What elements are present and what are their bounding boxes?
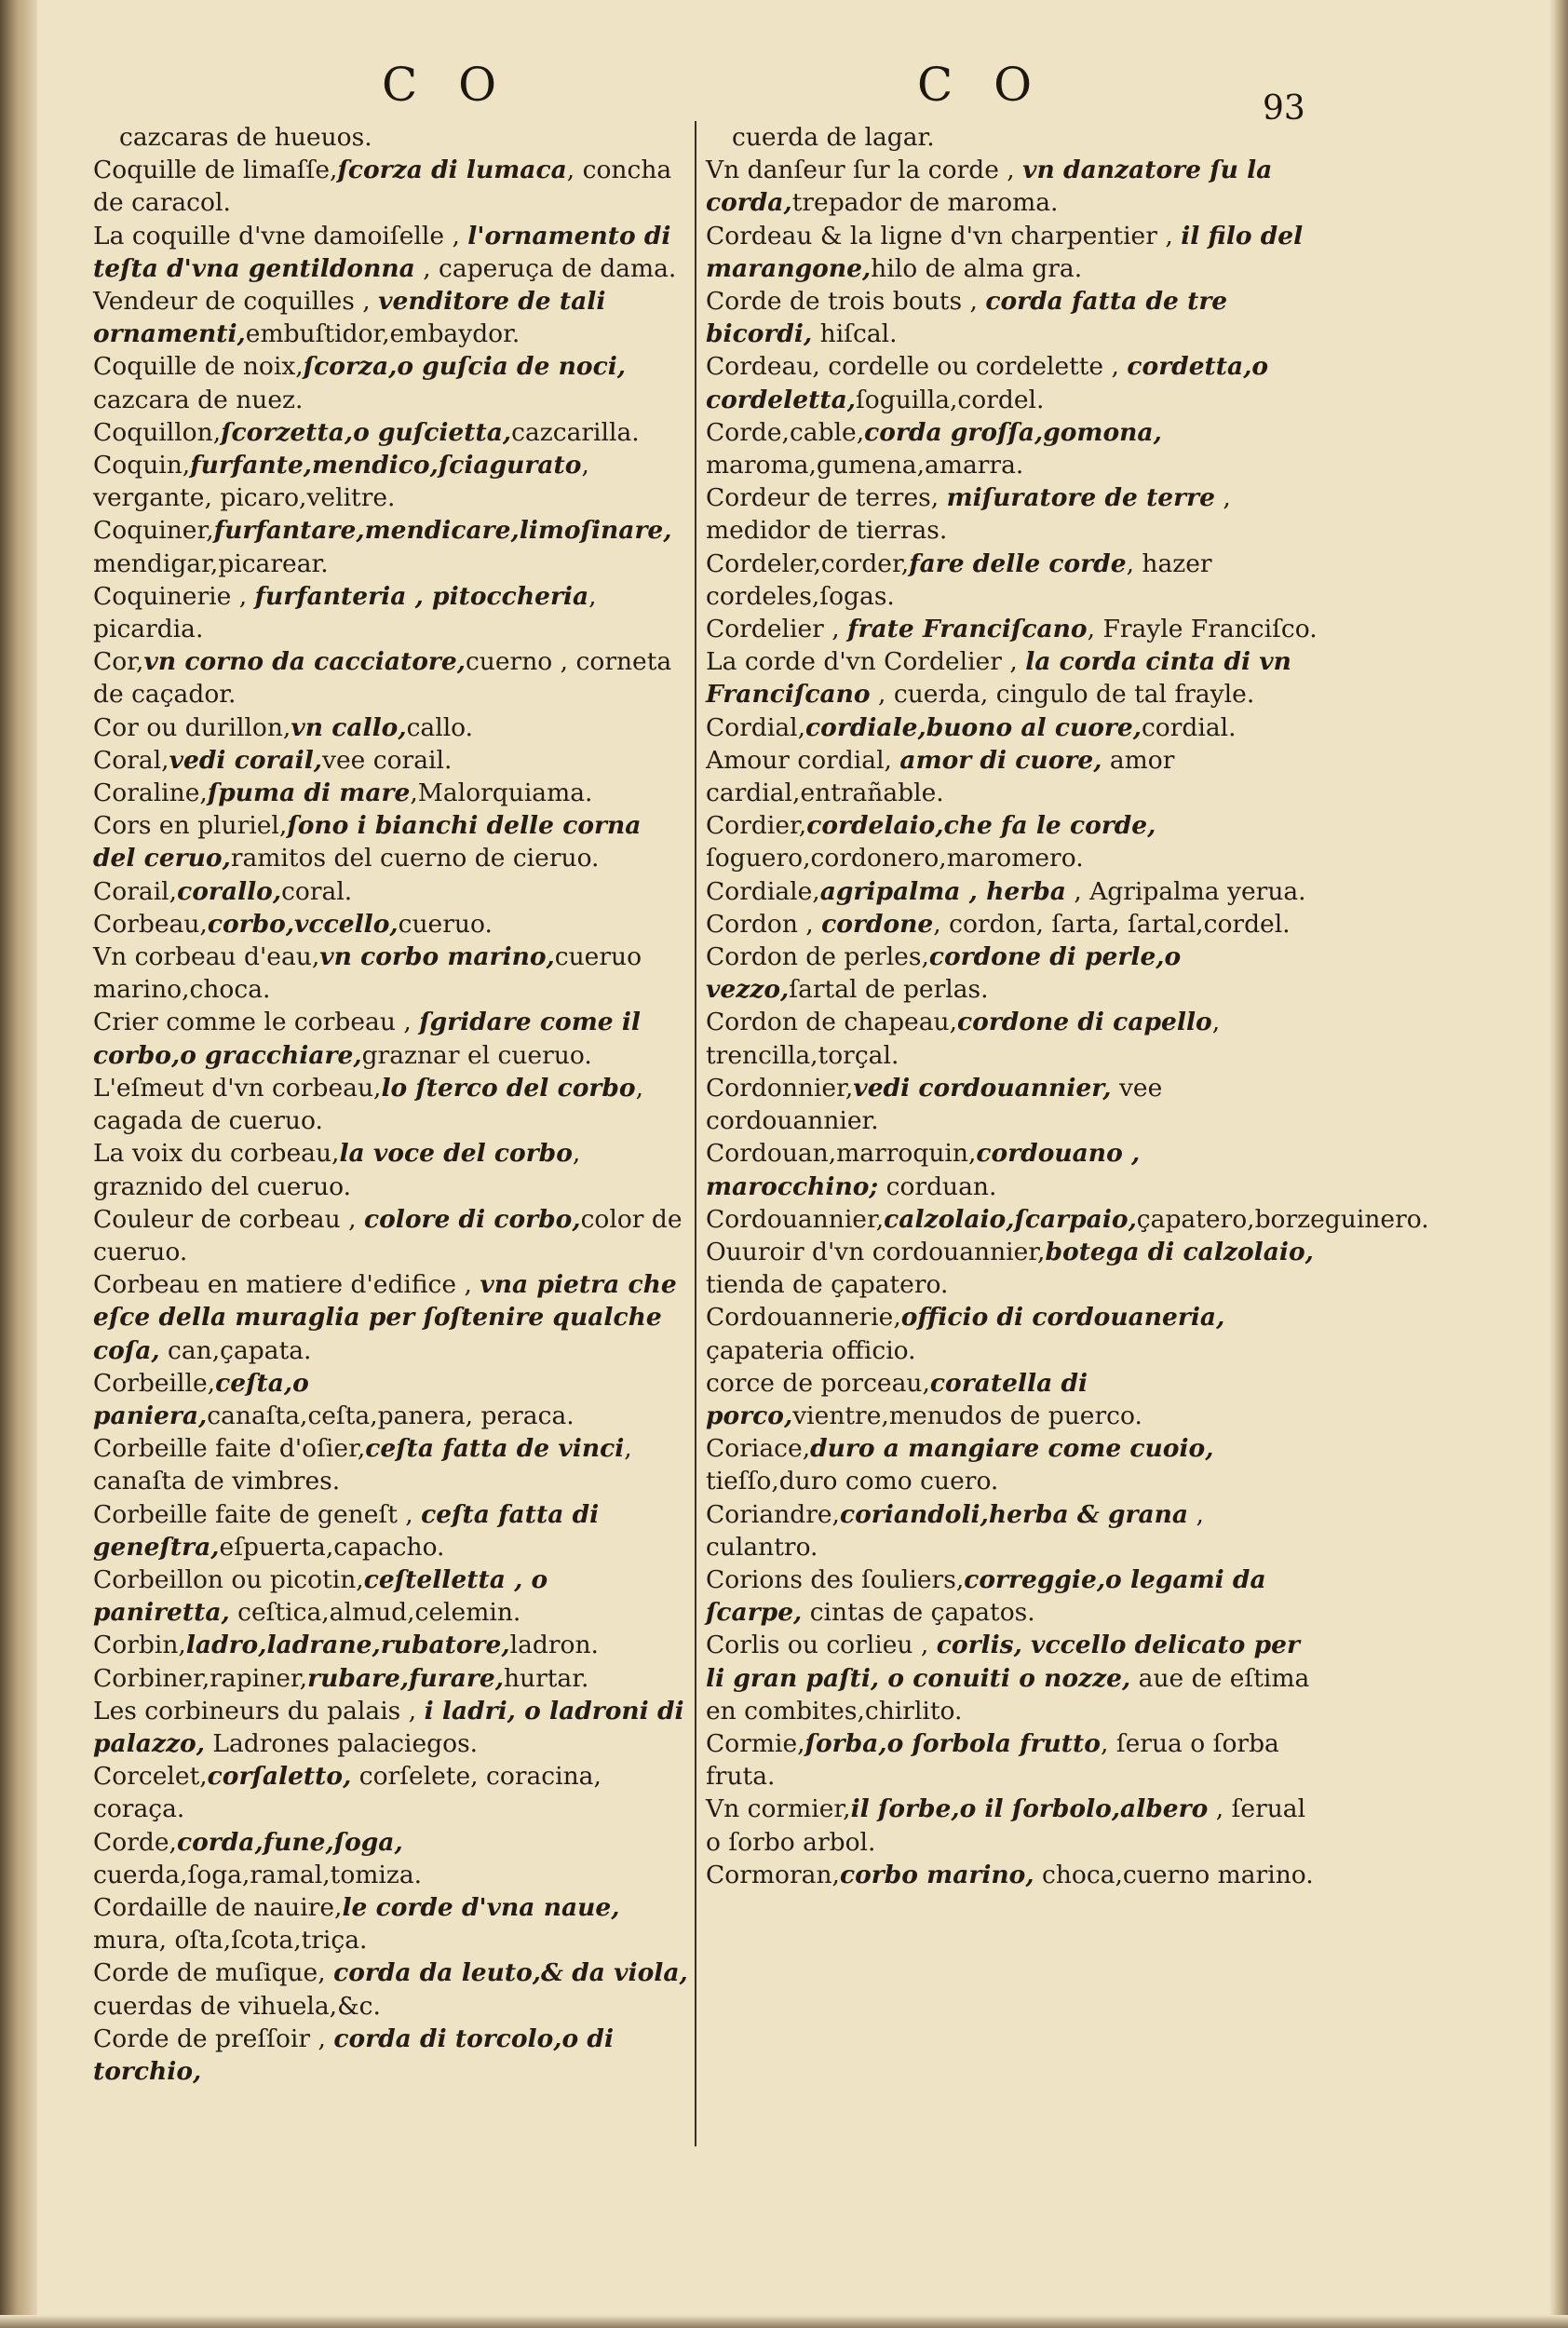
italian-gloss: corda,fune,ſoga, [176, 1827, 403, 1857]
italian-gloss: corbo,vccello, [207, 909, 399, 939]
headword: corce de porceau, [706, 1368, 930, 1398]
dictionary-entry [706, 548, 1320, 613]
italian-gloss: corda di torcolo,o di torchio, [93, 2023, 615, 2086]
dictionary-entry [706, 908, 1320, 941]
spanish-gloss: aue de eſtima en combites,chirlito. [706, 1663, 1310, 1726]
dictionary-entry [706, 809, 1320, 874]
dictionary-entry [93, 1072, 689, 1137]
italian-gloss: botega di calzolaio, [1045, 1237, 1314, 1266]
italian-gloss: la voce del corbo [339, 1139, 573, 1169]
dictionary-entry [706, 744, 1320, 809]
headword: Couleur de corbeau , [93, 1204, 364, 1234]
spanish-gloss: cuerno , corneta de caçador. [93, 647, 672, 710]
spanish-gloss: , Frayle Franciſco. [1087, 615, 1318, 644]
spanish-gloss: ramitos del cuerno de cieruo. [230, 844, 600, 873]
italian-gloss: officio di cordouaneria, [900, 1303, 1225, 1333]
spanish-gloss: Ladrones palaciegos. [204, 1728, 479, 1758]
spanish-gloss: ſoguero,cordonero,maromero. [706, 844, 1084, 873]
dictionary-entry [706, 941, 1320, 1006]
spanish-gloss: cuerda,ſoga,ramal,tomiza. [93, 1860, 423, 1889]
dictionary-entry [706, 220, 1320, 285]
dictionary-entry [93, 941, 689, 1006]
dictionary-entry [93, 285, 689, 350]
spanish-gloss: ſoguilla,cordel. [855, 385, 1045, 414]
headword: Cormie, [706, 1728, 805, 1758]
italian-gloss: corda fatta de tre bicordi, [706, 287, 1228, 349]
spanish-gloss: cintas de çapatos. [802, 1598, 1035, 1628]
page-edge-shadow [1549, 0, 1568, 2328]
dictionary-entry [93, 711, 689, 744]
dictionary-entry [93, 1432, 689, 1497]
italian-gloss: vna pietra che eſce della muraglia per ſoſtenire qualche coſa, [93, 1270, 677, 1365]
dictionary-entry [706, 1727, 1320, 1793]
italian-gloss: duro a mangiare come cuoio, [810, 1434, 1214, 1464]
spanish-gloss: , canaſta de vimbres. [93, 1434, 632, 1496]
page-number: 93 [1263, 89, 1305, 128]
dictionary-entry [93, 121, 689, 154]
dictionary-entry [93, 1760, 689, 1825]
spanish-gloss: graznar el cueruo. [361, 1040, 592, 1070]
dictionary-entry [93, 645, 689, 711]
italian-gloss: correggie,o legami da ſcarpe, [706, 1564, 1266, 1628]
italian-gloss: il filo del marangone, [706, 221, 1304, 283]
headword: Cordeau & la ligne d'vn charpentier , [706, 221, 1182, 250]
italian-gloss: le corde d'vna naue, [342, 1892, 620, 1922]
dictionary-entry [706, 645, 1320, 711]
spanish-gloss: , picardia. [93, 581, 597, 644]
dictionary-entry [93, 580, 689, 645]
spanish-gloss: hiſcal. [812, 319, 898, 349]
headword: Coquin, [93, 451, 191, 480]
headword: Coquiner, [93, 516, 214, 546]
headword: Corbin, [93, 1631, 186, 1660]
spanish-gloss: çapateria officio. [706, 1335, 916, 1365]
headword: Coriandre, [706, 1499, 840, 1529]
dictionary-entry [93, 416, 689, 449]
spanish-gloss: hurtar. [503, 1663, 589, 1693]
dictionary-entry [706, 121, 1320, 154]
dictionary-entry [706, 1498, 1320, 1563]
dictionary-entry [93, 514, 689, 579]
headword: Vn cormier, [706, 1794, 851, 1824]
dictionary-entry [706, 875, 1320, 908]
dictionary-entry [93, 1006, 689, 1071]
headword: Corde, [93, 1827, 177, 1857]
dictionary-entry [706, 1203, 1429, 1236]
spanish-gloss: ladron. [509, 1631, 599, 1660]
headword: La coquille d'vne damoiſelle , [93, 221, 468, 250]
spanish-gloss: , caperuça de dama. [414, 253, 677, 283]
spanish-gloss: cuerdas de vihuela,&c. [93, 1991, 381, 2021]
column-rule [695, 121, 696, 2146]
spanish-gloss: ſartal de perlas. [789, 975, 989, 1005]
headword: Vn corbeau d'eau, [93, 942, 320, 972]
headword: Corbeillon ou picotin, [93, 1564, 364, 1594]
spanish-gloss: cazcarilla. [511, 417, 640, 447]
italian-gloss: ceſta,o paniera, [93, 1368, 309, 1430]
spanish-gloss: corduan. [878, 1171, 997, 1201]
headword: Corlis ou corlieu , [706, 1631, 937, 1660]
italian-gloss: corlis, vccello delicato per li gran paſti, o conuiti o nozze, [706, 1631, 1300, 1693]
spanish-gloss: , cuerda, cingulo de tal frayle. [870, 680, 1255, 710]
dictionary-entry [706, 1006, 1320, 1071]
headword: Cordon de perles, [706, 942, 929, 972]
dictionary-entry [93, 220, 689, 285]
dictionary-entry [706, 1367, 1320, 1432]
italian-gloss: ſcorzetta,o guſcietta, [221, 417, 512, 447]
headword: Corde de muſique, [93, 1958, 334, 1988]
italian-gloss: ſcorza,o guſcia de noci, [303, 352, 627, 382]
headword: Crier comme le corbeau , [93, 1008, 420, 1037]
spanish-gloss: hilo de alma gra. [871, 253, 1083, 283]
page-bottom-edge [0, 2315, 1568, 2328]
headword: Coquille de limaſſe, [93, 156, 338, 185]
italian-gloss: ſorba,o ſorbola frutto [804, 1728, 1101, 1758]
headword: Cormoran, [706, 1860, 840, 1889]
dictionary-entry [706, 1137, 1320, 1202]
italian-gloss: corſaletto, [207, 1762, 352, 1792]
spanish-gloss: , culantro. [706, 1499, 1204, 1562]
headword: Cordouan,marroquin, [706, 1139, 977, 1169]
spanish-gloss: eſpuerta,capacho. [219, 1532, 445, 1562]
spanish-gloss: , ſerual o ſorbo arbol. [706, 1794, 1306, 1857]
italian-gloss: cordone di capello [957, 1008, 1212, 1037]
right-column [706, 121, 1429, 1891]
spanish-gloss: trepador de maroma. [791, 188, 1059, 218]
running-head-right: C O [917, 58, 1046, 112]
spanish-gloss: , graznido del cueruo. [93, 1139, 581, 1201]
dictionary-entry [93, 1367, 689, 1432]
dictionary-entry [93, 1203, 689, 1268]
spanish-gloss: can,çapata. [159, 1335, 312, 1365]
italian-gloss: lo ſterco del corbo [381, 1073, 636, 1103]
spanish-gloss: , medidor de tierras. [706, 483, 1231, 546]
dictionary-entry [93, 2023, 689, 2088]
headword: Coquillon, [93, 417, 222, 447]
italian-gloss: vn callo, [291, 712, 407, 742]
headword: Corde de preſſoir , [93, 2023, 334, 2053]
italian-gloss: fare delle corde [909, 548, 1127, 578]
dictionary-entry [93, 1563, 689, 1629]
headword: cazcaras de hueuos. [119, 123, 372, 152]
spanish-gloss: vee corail. [322, 745, 453, 775]
headword: Les corbineurs du palais , [93, 1696, 425, 1726]
headword: Cor, [93, 647, 144, 677]
spanish-gloss: ceſtica,almud,celemin. [229, 1598, 521, 1628]
dictionary-entry [706, 1072, 1320, 1137]
dictionary-entry [93, 809, 689, 874]
headword: L'eſmeut d'vn corbeau, [93, 1073, 382, 1103]
headword: Corbeau en matiere d'edifice , [93, 1270, 480, 1300]
dictionary-entry [706, 285, 1320, 350]
spanish-gloss: , cagada de cueruo. [93, 1073, 644, 1136]
dictionary-entry [93, 777, 689, 809]
spanish-gloss: , Agripalma yerua. [1065, 876, 1306, 906]
page-gutter-shadow [0, 0, 37, 2328]
dictionary-entry [93, 875, 689, 908]
italian-gloss: vn danzatore ſu la corda, [706, 156, 1273, 218]
headword: Cordon , [706, 909, 822, 939]
italian-gloss: coriandoli,herba & grana [839, 1499, 1189, 1529]
spanish-gloss: ,Malorquiama. [410, 778, 593, 808]
italian-gloss: vn corno da cacciatore, [143, 647, 466, 677]
spanish-gloss: cueruo marino,choca. [93, 942, 642, 1005]
headword: Corbeille faite de geneſt , [93, 1499, 422, 1529]
headword: La voix du corbeau, [93, 1139, 340, 1169]
italian-gloss: cordelaio,che fa le corde, [806, 811, 1156, 841]
headword: Corions des ſouliers, [706, 1564, 965, 1594]
headword: Cordeler,corder, [706, 548, 910, 578]
headword: Cordon de chapeau, [706, 1008, 958, 1037]
headword: Corbeille faite d'oſier, [93, 1434, 366, 1464]
italian-gloss: vedi cordouannier, [853, 1073, 1112, 1103]
dictionary-entry [706, 1432, 1320, 1497]
italian-gloss: furfantare,mendicare,limoſinare, [213, 516, 672, 546]
italian-gloss: rubare,furare, [307, 1663, 504, 1693]
spanish-gloss: choca,cuerno marino. [1034, 1860, 1314, 1889]
dictionary-entry [706, 1629, 1320, 1727]
italian-gloss: ladro,ladrane,rubatore, [185, 1631, 510, 1660]
headword: Cors en pluriel, [93, 811, 288, 841]
spanish-gloss: , cordon, ſarta, ſartal,cordel. [933, 909, 1291, 939]
headword: Corbeille, [93, 1368, 216, 1398]
spanish-gloss: cazcara de nuez. [93, 385, 304, 414]
headword: Coquille de noix, [93, 352, 304, 382]
headword: Corcelet, [93, 1762, 208, 1792]
spanish-gloss: çapatero,borzeguinero. [1136, 1204, 1429, 1234]
italian-gloss: i ladri, o ladroni di palazzo, [93, 1696, 684, 1758]
spanish-gloss: amor cardial,entrañable. [706, 745, 1175, 808]
italian-gloss: calzolaio,ſcarpaio, [884, 1204, 1137, 1234]
headword: Corde de trois bouts , [706, 287, 986, 317]
dictionary-entry [93, 1662, 689, 1695]
headword: Coquinerie , [93, 581, 255, 611]
italian-gloss: colore di corbo, [363, 1204, 581, 1234]
spanish-gloss: embuſtidor,embaydor. [245, 319, 520, 349]
headword: Cordial, [706, 712, 806, 742]
headword: Amour cordial, [706, 745, 900, 775]
dictionary-entry [706, 1563, 1320, 1629]
dictionary-entry [93, 1498, 689, 1563]
dictionary-entry [706, 154, 1320, 219]
dictionary-entry [706, 711, 1320, 744]
headword: Cordouannerie, [706, 1303, 901, 1333]
headword: Corde,cable, [706, 417, 865, 447]
italian-gloss: ceſtelletta , o paniretta, [93, 1564, 548, 1628]
italian-gloss: cordouano , marocchino; [706, 1139, 1141, 1201]
italian-gloss: ſpuma di mare [207, 778, 411, 808]
dictionary-entry [706, 1301, 1320, 1366]
italian-gloss: cordone di perle,o vezzo, [706, 942, 1182, 1005]
italian-gloss: agripalma , herba [819, 876, 1066, 906]
dictionary-entry [93, 1695, 689, 1760]
dictionary-entry [706, 1236, 1320, 1301]
italian-gloss: corallo, [177, 876, 282, 906]
italian-gloss: corda da leuto,& da viola, [333, 1958, 688, 1988]
left-column [93, 121, 689, 2088]
headword: Cordelier , [706, 615, 848, 644]
italian-gloss: furfanteria , pitoccheria [254, 581, 589, 611]
dictionary-entry [93, 1826, 689, 1891]
headword: Cor ou durillon, [93, 712, 291, 742]
headword: Vendeur de coquilles , [93, 287, 379, 317]
spanish-gloss: maroma,gumena,amarra. [706, 451, 1024, 480]
italian-gloss: corda groſſa,gomona, [864, 417, 1162, 447]
headword: La corde d'vn Cordelier , [706, 647, 1026, 677]
italian-gloss: ceſta fatta di geneſtra, [93, 1499, 600, 1562]
spanish-gloss: callo. [406, 712, 474, 742]
spanish-gloss: mendigar,picarear. [93, 548, 329, 578]
italian-gloss: cordetta,o cordeletta, [706, 352, 1269, 414]
italian-gloss: ſono i bianchi delle corna del ceruo, [93, 811, 642, 873]
italian-gloss: furfante,mendico,ſciagurato [190, 451, 582, 480]
headword: Cordier, [706, 811, 807, 841]
dictionary-entry [93, 744, 689, 777]
spanish-gloss: coral. [281, 876, 353, 906]
spanish-gloss: , trencilla,torçal. [706, 1008, 1221, 1070]
dictionary-entry [93, 449, 689, 514]
headword: Corbeau, [93, 909, 208, 939]
italian-gloss: vedi corail, [169, 745, 322, 775]
spanish-gloss: canaſta,ceſta,panera, peraca. [207, 1401, 574, 1430]
italian-gloss: vn corbo marino, [319, 942, 555, 972]
dictionary-entry [706, 1793, 1320, 1858]
dictionary-entry [93, 1268, 689, 1367]
headword: Cordiale, [706, 876, 820, 906]
headword: Corbiner,rapiner, [93, 1663, 308, 1693]
italian-gloss: la corda cinta di vn Franciſcano [706, 647, 1291, 710]
italian-gloss: miſuratore de terre [946, 483, 1215, 513]
italian-gloss: frate Franciſcano [847, 615, 1088, 644]
headword: Cordeau, cordelle ou cordelette , [706, 352, 1128, 382]
headword: Ouuroir d'vn cordouannier, [706, 1237, 1046, 1266]
dictionary-entry [706, 350, 1320, 415]
spanish-gloss: cordial. [1141, 712, 1237, 742]
spanish-gloss: cueruo. [398, 909, 493, 939]
dictionary-entry [93, 1891, 689, 1956]
italian-gloss: ſcorza di lumaca [337, 156, 567, 185]
dictionary-entry [93, 908, 689, 941]
italian-gloss: ſgridare come il corbo,o gracchiare, [93, 1008, 641, 1070]
headword: Cordaille de nauire, [93, 1892, 343, 1922]
spanish-gloss: , ſerua o ſorba fruta. [706, 1728, 1279, 1792]
spanish-gloss: tienda de çapatero. [706, 1270, 949, 1300]
spanish-gloss: color de cueruo. [93, 1204, 683, 1266]
spanish-gloss: mura, oſta,ſcota,triça. [93, 1926, 368, 1956]
italian-gloss: il ſorbe,o il ſorbolo,albero [850, 1794, 1209, 1824]
italian-gloss: cordiale,buono al cuore, [805, 712, 1142, 742]
dictionary-entry [706, 481, 1320, 547]
headword: Coral, [93, 745, 169, 775]
headword: Cordouannier, [706, 1204, 885, 1234]
italian-gloss: l'ornamento di teſta d'vna gentildonna [93, 221, 671, 283]
italian-gloss: amor di cuore, [899, 745, 1102, 775]
headword: Cordeur de terres, [706, 483, 947, 513]
dictionary-entry [706, 613, 1320, 645]
spanish-gloss: corſelete, coracina, coraça. [93, 1762, 602, 1824]
running-head-left: C O [382, 58, 510, 112]
italian-gloss: coratella di porco, [706, 1368, 1088, 1430]
headword: Vn danſeur ſur la corde , [706, 156, 1023, 185]
headword: cuerda de lagar. [732, 123, 935, 152]
dictionary-entry [93, 1956, 689, 2022]
spanish-gloss: , hazer cordeles,ſogas. [706, 548, 1212, 611]
dictionary-entry [93, 1137, 689, 1202]
spanish-gloss: , vergante, picaro,velitre. [93, 451, 589, 513]
italian-gloss: corbo marino, [839, 1860, 1034, 1889]
dictionary-entry [706, 416, 1320, 481]
dictionary-entry [93, 350, 689, 415]
headword: Corail, [93, 876, 178, 906]
spanish-gloss: vientre,menudos de puerco. [792, 1401, 1142, 1430]
spanish-gloss: tieſſo,duro como cuero. [706, 1467, 999, 1496]
dictionary-entry [93, 154, 689, 219]
headword: Cordonnier, [706, 1073, 854, 1103]
italian-gloss: cordone [821, 909, 934, 939]
headword: Coraline, [93, 778, 208, 808]
italian-gloss: ceſta fatta de vinci [365, 1434, 625, 1464]
spanish-gloss: vee cordouannier. [706, 1073, 1163, 1136]
dictionary-entry [706, 1859, 1320, 1891]
dictionary-entry [93, 1629, 689, 1661]
italian-gloss: venditore de tali ornamenti, [93, 287, 606, 349]
spanish-gloss: , concha de caracol. [93, 156, 672, 218]
headword: Coriace, [706, 1434, 811, 1464]
